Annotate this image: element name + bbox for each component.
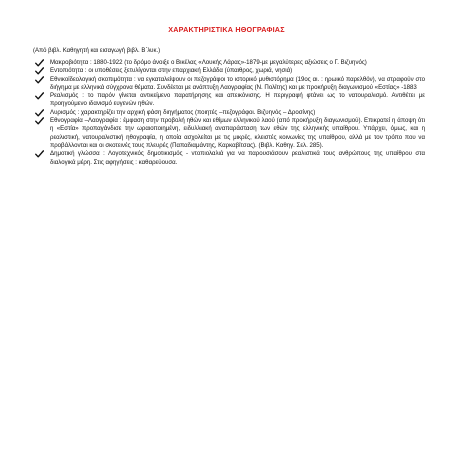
list-item (35, 109, 425, 117)
checkmark-icon (35, 67, 45, 75)
list-item-text: Ρεαλισμός : το παρόν γίνεται αντικείμενο παρατήρησης και απεικόνισης. Η περιγραφή φτάνει ως το νατουραλισμό. Αντιθέτει με προηγούμενο ιδανισμό ευγενών ηθών. (50, 92, 425, 108)
list-item (35, 59, 425, 67)
list-item-text: Εθνικοϊδεολογική σκοπιμότητα : να εγκαταλείψουν οι πεζογράφοι το ιστορικό μυθιστόρημα (19ος αι. : ηρωικό παρελθόν), να στραφούν στο διήγημα με ελληνικά σύγχρονα θέματα. Συνδέεται με ανάπτυξη Λαογραφίας (Ν. Πολίτης) και με προκήρυξη διαγωνισμού «Εστίας» -1883 (50, 75, 425, 91)
checkmark-icon (35, 150, 45, 158)
list-item (35, 92, 425, 109)
characteristics-list (35, 59, 425, 167)
list-item (35, 117, 425, 150)
list-item (35, 150, 425, 167)
list-item (35, 76, 425, 93)
list-item-text: Λυρισμός : χαρακτηρίζει την αρχική φάση διηγήματος (ποιητές –πεζογράφοι. Βιζυηνός – Δροσίνης) (50, 108, 316, 116)
checkmark-icon (35, 92, 45, 100)
list-item-text: Εντοπιότητα : οι υποθέσεις ξετυλίγονται στην επαρχιακή Ελλάδα (ύπαιθρος, χωριά, νησιά) (50, 67, 293, 75)
checkmark-icon (35, 109, 45, 117)
list-item-text: Δημοτική γλώσσα : Λογοτεχνικός δημοτικισμός - ντοπιολαλιά για να παρουσιάσουν ρεαλιστικά τους ανθρώπους της υπαίθρου στα διαλογικά μέρη. Στις αφηγήσεις : καθαρεύουσα. (50, 150, 425, 166)
list-item-text: Μακροβιότητα : 1880-1922 (το δρόμο άνοιξε ο Βικέλας «Λουκής Λάρας»-1879-με μεγαλύτερες αξιώσεις ο Γ. Βιζυηνός) (50, 59, 367, 66)
checkmark-icon (35, 117, 45, 125)
list-item-text: Εθνογραφία –Λαογραφία : έμφαση στην προβολή ηθών και εθίμων ελληνικού λαού (από προκήρυξη διαγωνισμού). Επικρατεί η άποψη ότι η «Εστία» προπαγάνδισε την ωραιοποιημένη, ειδυλλιακή αναπαράσταση των εθών της ελληνικής υπαίθρου. Υπάρχει, όμως, και η ρεαλιστική, νατουραλιστική ηθογραφία, η οποία ασχολείται με τις μικρές, κλειστές κοινωνίες της υπαίθρου, αλλά με τον τρόπο που να προβάλλονται και οι σκοτεινές τους πλευρές (Παπαδιαμάντης, Καρκαβίτσας). (Βιβλ. Καθηγ. Σελ. 285). (50, 117, 425, 149)
checkmark-icon (35, 59, 45, 67)
document-title: ΧΑΡΑΚΤΗΡΙΣΤΙΚΑ ΗΘΟΓΡΑΦΙΑΣ (168, 25, 285, 34)
list-item (35, 67, 425, 75)
source-note: (Από βιβλ. Καθηγητή και εισαγωγή βιβλ. Β΄λυκ.) (33, 48, 161, 54)
checkmark-icon (35, 76, 45, 84)
